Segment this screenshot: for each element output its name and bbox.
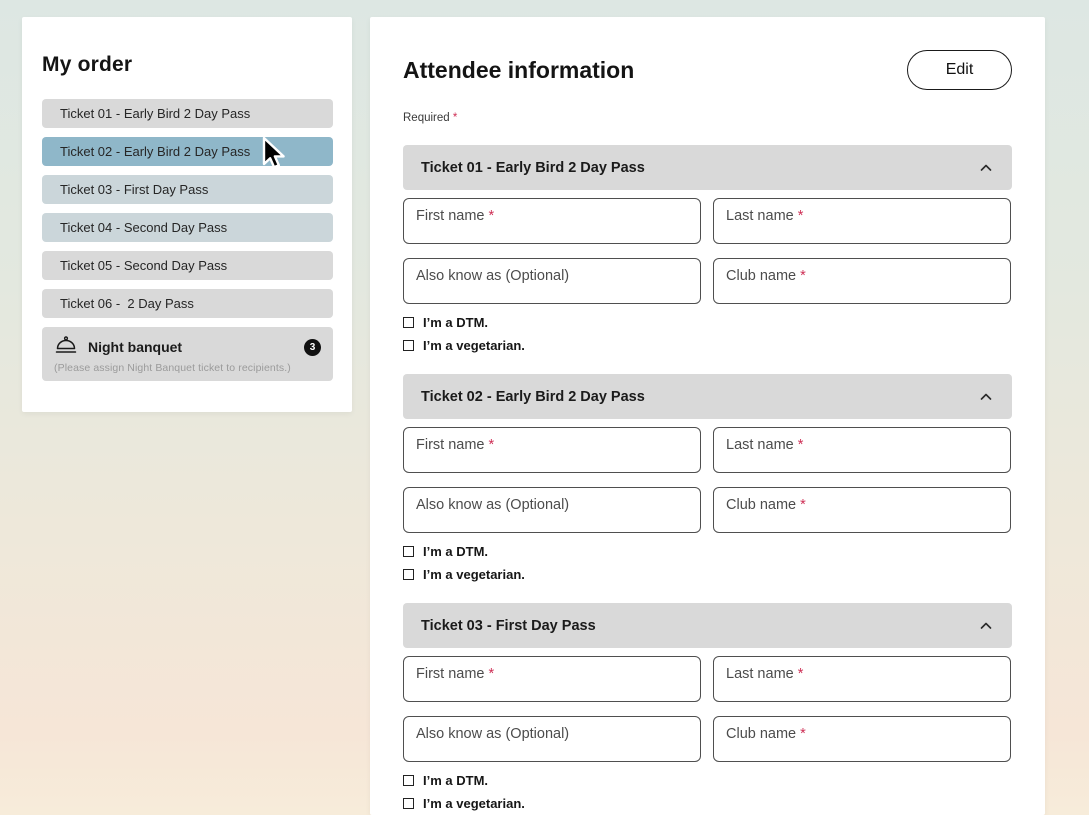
ticket-item-label: Ticket 01 - Early Bird 2 Day Pass [60,106,251,121]
my-order-panel [22,17,352,412]
ticket-item-06[interactable] [42,289,333,318]
vegetarian-checkbox[interactable]: I’m a vegetarian. [403,795,1012,811]
vegetarian-checkbox[interactable]: I’m a vegetarian. [403,566,1012,582]
required-asterisk: * [797,666,804,682]
also-known-as-input[interactable]: Also know as (Optional) [403,487,701,533]
first-name-input[interactable]: First name * [403,656,701,702]
checkbox-icon[interactable] [403,798,414,809]
chevron-up-icon [980,622,992,629]
also-known-as-input[interactable]: Also know as (Optional) [403,716,701,762]
also-known-as-input[interactable]: Also know as (Optional) [403,258,701,304]
vegetarian-checkbox[interactable]: I’m a vegetarian. [403,337,1012,353]
accordion-header-ticket-03[interactable]: Ticket 03 - First Day Pass [403,603,1012,648]
ticket-item-01[interactable] [42,99,333,128]
required-asterisk: * [488,437,495,453]
dtm-checkbox[interactable]: I’m a DTM. [403,314,1012,330]
ticket-section-01 [403,145,1012,353]
required-label: Required * [403,112,458,124]
cloche-icon [54,335,78,359]
page-title: Attendee information [403,56,635,83]
club-name-input[interactable]: Club name * [713,716,1011,762]
night-banquet-note: (Please assign Night Banquet ticket to recipients.) [54,362,291,374]
ticket-list [42,99,333,381]
ticket-item-label: Ticket 05 - Second Day Pass [60,258,228,273]
required-asterisk: * [800,268,806,284]
dtm-checkbox[interactable]: I’m a DTM. [403,772,1012,788]
ticket-item-label: Ticket 04 - Second Day Pass [60,220,228,235]
chevron-up-icon [980,393,992,400]
checkbox-icon[interactable] [403,317,414,328]
ticket-section-02 [403,374,1012,582]
ticket-item-label: Ticket 06 - 2 Day Pass [60,296,194,311]
night-banquet-count-badge: 3 [304,339,321,356]
first-name-input[interactable]: First name * [403,427,701,473]
night-banquet-item[interactable] [42,327,333,381]
dtm-checkbox[interactable]: I’m a DTM. [403,543,1012,559]
ticket-item-02[interactable] [42,137,333,166]
last-name-input[interactable]: Last name * [713,427,1011,473]
required-asterisk: * [488,666,495,682]
checkbox-icon[interactable] [403,775,414,786]
required-asterisk: * [452,112,458,124]
ticket-section-03 [403,603,1012,811]
ticket-item-05[interactable] [42,251,333,280]
required-asterisk: * [800,497,806,513]
accordion-header-ticket-01[interactable]: Ticket 01 - Early Bird 2 Day Pass [403,145,1012,190]
first-name-input[interactable]: First name * [403,198,701,244]
ticket-item-03[interactable] [42,175,333,204]
required-asterisk: * [797,437,804,453]
club-name-input[interactable]: Club name * [713,487,1011,533]
last-name-input[interactable]: Last name * [713,656,1011,702]
chevron-up-icon [980,164,992,171]
required-asterisk: * [797,208,804,224]
checkbox-icon[interactable] [403,340,414,351]
required-asterisk: * [800,726,806,742]
ticket-item-label: Ticket 02 - Early Bird 2 Day Pass [60,144,251,159]
accordion-header-ticket-02[interactable]: Ticket 02 - Early Bird 2 Day Pass [403,374,1012,419]
edit-button[interactable]: Edit [907,50,1012,90]
my-order-title: My order [42,53,133,76]
checkbox-icon[interactable] [403,546,414,557]
ticket-item-label: Ticket 03 - First Day Pass [60,182,209,197]
night-banquet-label: Night banquet [88,339,183,355]
attendee-information-panel [370,17,1045,815]
ticket-item-04[interactable] [42,213,333,242]
club-name-input[interactable]: Club name * [713,258,1011,304]
last-name-input[interactable]: Last name * [713,198,1011,244]
checkbox-icon[interactable] [403,569,414,580]
required-asterisk: * [488,208,495,224]
